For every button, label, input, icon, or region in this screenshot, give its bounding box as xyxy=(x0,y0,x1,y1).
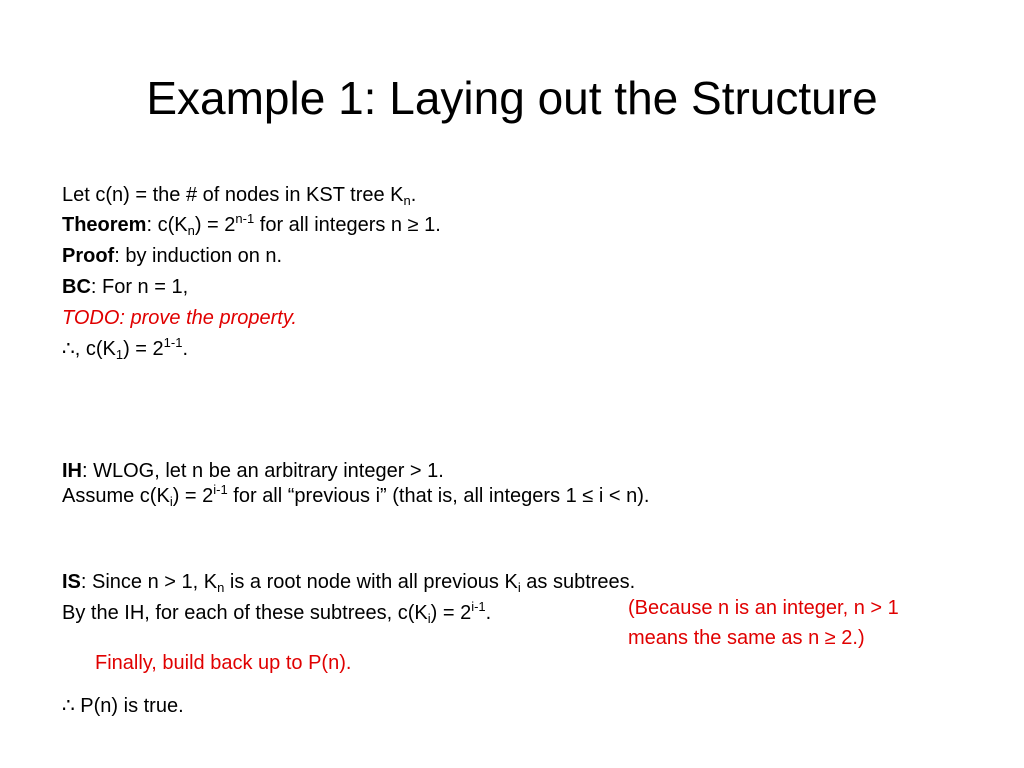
proof-label: Proof xyxy=(62,245,115,267)
bc-label: BC xyxy=(62,276,91,298)
inductive-hypothesis-line: IH: WLOG, let n be an arbitrary integer > 1. xyxy=(62,460,444,482)
definition-line: Let c(n) = the # of nodes in KST tree $K_n$. xyxy=(62,184,417,208)
proof-line: Proof: by induction on n. xyxy=(62,245,283,267)
assume-line: Assume $c(K_i) = 2^{i-1}$ for all “previous i” (that is, all integers 1 ≤ i < n). xyxy=(62,482,650,509)
todo-note: TODO: prove the property. xyxy=(62,307,297,329)
is-label: IS xyxy=(62,571,81,593)
side-note-line-1: (Because n is an integer, n > 1 xyxy=(628,597,899,619)
base-case-line: BC: For n = 1, xyxy=(62,276,189,298)
finally-note: Finally, build back up to P(n). xyxy=(95,652,352,674)
base-case-conclusion: ∴, $c(K_1) = 2^{1-1}$. xyxy=(62,335,189,362)
theorem-line: Theorem: $c(K_n) = 2^{n-1}$ for all integers n ≥ 1. xyxy=(62,211,441,238)
theorem-label: Theorem xyxy=(62,214,147,236)
by-ih-line: By the IH, for each of these subtrees, $c(K_i) = 2^{i-1}$. xyxy=(62,599,492,626)
conclusion-line: ∴ P(n) is true. xyxy=(62,695,184,717)
ih-label: IH xyxy=(62,460,82,482)
inductive-step-line: IS: Since n > 1, $K_n$ is a root node with all previous $K_i$ as subtrees. xyxy=(62,571,636,595)
side-note-line-2: means the same as n ≥ 2.) xyxy=(628,627,865,649)
slide-title: Example 1: Laying out the Structure xyxy=(146,72,878,124)
